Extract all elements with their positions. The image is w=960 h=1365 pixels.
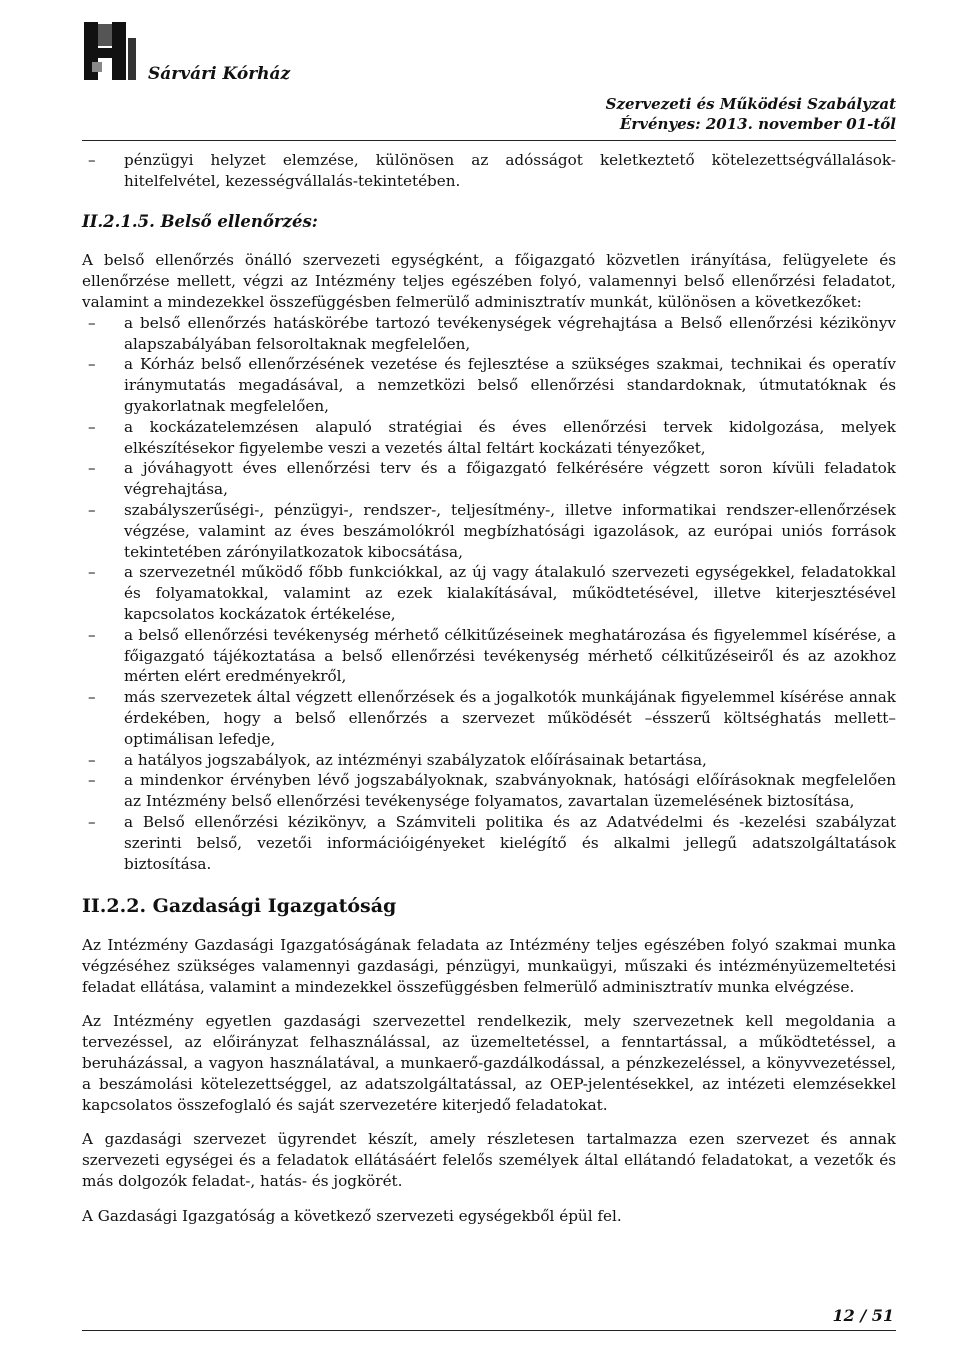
section-paragraph: A gazdasági szervezet ügyrendet készít, amely részletesen tartalmazza ezen szervezet és annak szervezeti egységei és a feladatok ellátásáért felelős személyek által ellátandó feladatokat, a vezetők és más dolgozók feladat-, hatás- és jogkörét. [82, 1130, 896, 1191]
hospital-logo-icon [82, 18, 144, 82]
subsection-paragraph: A belső ellenőrzés önálló szervezeti egységként, a főigazgató közvetlen irányítása, felügyelete és ellenőrzése mellett, végzi az Intézmény teljes egészében folyó, valamennyi belső ellenőrzési feladatot, valamint a mindezekkel összefüggésben felmerülő adminisztratív munkát, különösen a következőket: [82, 251, 896, 311]
section-heading: II.2.2. Gazdasági Igazgatóság [82, 895, 397, 918]
intro-list [82, 150, 896, 192]
list-item: – más szervezetek által végzett ellenőrzések és a jogalkotók munkájának figyelemmel kísérése annak érdekében, hogy a belső ellenőrzés a szervezet működését –ésszerű költséghatás mellett– optimálisan lefedje, [82, 687, 896, 749]
list-item: – szabályszerűségi-, pénzügyi-, rendszer-, teljesítmény-, illetve informatikai rendszer-ellenőrzések végzése, valamint az éves beszámolókról megbízhatósági igazolások, az európai uniós források tekintetében zárónyilatkozatok kibocsátása, [82, 500, 896, 562]
subsection-heading: II.2.1.5. Belső ellenőrzés: [82, 211, 318, 231]
header-divider [82, 140, 896, 141]
list-item: – a Kórház belső ellenőrzésének vezetése és fejlesztése a szükséges szakmai, technikai és operatív iránymutatás megadásával, a nemzetközi belső ellenőrzési standardoknak, útmutatóknak és gyakorlatnak megfelelően, [82, 354, 896, 416]
section-paragraph: Az Intézmény Gazdasági Igazgatóságának feladata az Intézmény teljes egészében folyó szakmai munka végzéséhez szükséges valamennyi gazdasági, pénzügyi, munkaügyi, műszaki és intézményüzemeltetési feladat ellátása, valamint a mindezekkel összefüggésben felmerülő adminisztratív munka elvégzése. [82, 936, 896, 996]
page-header [0, 0, 960, 140]
section-paragraph: Az Intézmény egyetlen gazdasági szervezettel rendelkezik, mely szervezetnek kell megoldania a tervezéssel, az előirányzat felhasználással, az üzemeltetéssel, a fenntartással, a működtetéssel, a beruházással, a vagyon használatával, a munkaerő-gazdálkodással, a pénzkezeléssel, a könyvvezetéssel, a beszámolási kötelezettséggel, az adatszolgáltatással, az OEP-jelentésekkel, az intézeti elemzésekkel kapcsolatos összefoglaló és saját szervezetére kiterjedő feladatokat. [82, 1012, 896, 1114]
list-item: – pénzügyi helyzet elemzése, különösen az adósságot keletkeztető kötelezettségvállalások-hitelfelvétel, kezességvállalás-tekintetében. [82, 150, 896, 192]
list-item: – a szervezetnél működő főbb funkciókkal, az új vagy átalakuló szervezeti egységekkel, feladatokkal és folyamatokkal, valamint az ezek kialakításával, működtetésével, illetve kiterjesztésével kapcsolatos kockázatok értékelése, [82, 562, 896, 624]
list-item: – a jóváhagyott éves ellenőrzési terv és a főigazgató felkérésére végzett soron kívüli feladatok végrehajtása, [82, 458, 896, 500]
list-item: – a kockázatelemzésen alapuló stratégiai és éves ellenőrzési tervek kidolgozása, melyek elkészítésekor figyelembe veszi a vezetés által feltárt kockázati tényezőket, [82, 417, 896, 459]
list-item: – a belső ellenőrzés hatáskörébe tartozó tevékenységek végrehajtása a Belső ellenőrzési kézikönyv alapszabályában felsoroltaknak megfelelően, [82, 313, 896, 355]
document-body [82, 150, 896, 1241]
list-item: – a hatályos jogszabályok, az intézményi szabályzatok előírásainak betartása, [82, 750, 896, 771]
document-info [606, 94, 896, 134]
internal-audit-task-list [82, 313, 896, 875]
list-item: – a belső ellenőrzési tevékenység mérhető célkitűzéseinek meghatározása és figyelemmel kísérése, a főigazgató tájékoztatása a belső ellenőrzési tevékenység mérhető célkitűzéseiről és az azokhoz mérten elért eredményekről, [82, 625, 896, 687]
list-item: – a Belső ellenőrzési kézikönyv, a Számviteli politika és az Adatvédelmi és -kezelési szabályzat szerinti belső, vezetői információigényeket kielégítő és alkalmi jellegű adatszolgáltatások biztosítása. [82, 812, 896, 874]
validity-date: Érvényes: 2013. november 01-től [619, 115, 896, 133]
document-title: Szervezeti és Működési Szabályzat [605, 95, 896, 113]
footer-divider [82, 1330, 896, 1331]
section-paragraph: A Gazdasági Igazgatóság a következő szervezeti egységekből épül fel. [82, 1206, 622, 1225]
list-item: – a mindenkor érvényben lévő jogszabályoknak, szabványoknak, hatósági előírásoknak megfelelően az Intézmény belső ellenőrzési tevékenysége folyamatos, zavartalan üzemelésének biztosítása, [82, 770, 896, 812]
page-number: 12 / 51 [832, 1306, 894, 1325]
org-name: Sárvári Kórház [148, 64, 291, 84]
